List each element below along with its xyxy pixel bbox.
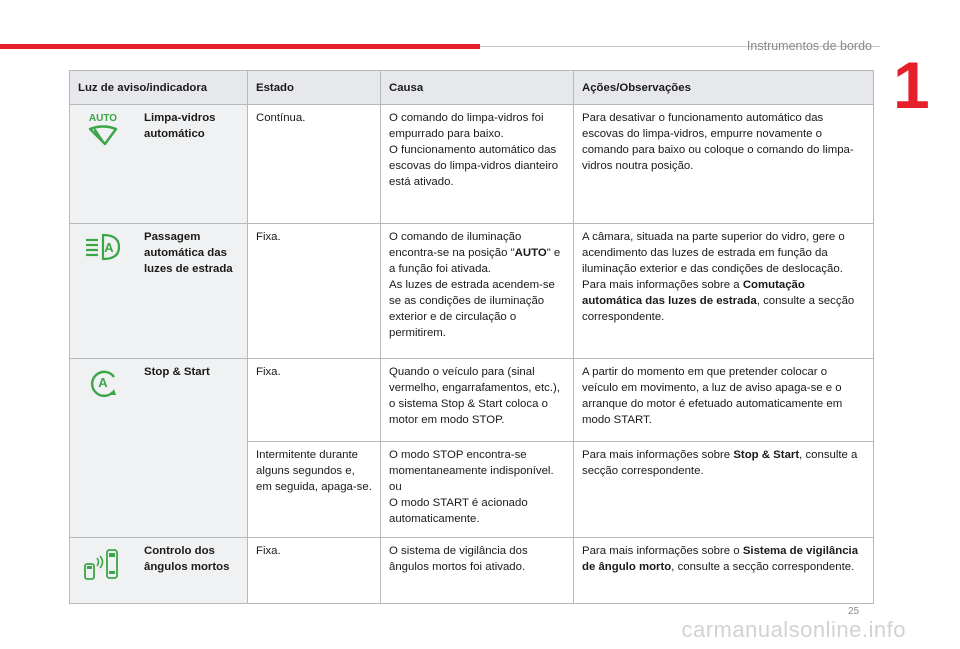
cause-cell: O sistema de vigilância dos ângulos mortos foi ativado.: [381, 538, 574, 604]
icon-cell: [70, 538, 137, 604]
action-text: A câmara, situada na parte superior do vidro, gere o acendimento das luzes de estrada em função da iluminação exterior e das condições de deslocação. Para mais informações sobre a: [582, 231, 845, 291]
chapter-number: 1: [893, 48, 930, 122]
state-cell: Fixa.: [248, 224, 381, 359]
state-cell: Intermitente durante alguns segundos e, em seguida, apaga-se.: [248, 442, 381, 538]
action-bold: Sistema de vigilância de ângulo morto: [582, 545, 859, 573]
action-text: , consulte a secção correspondente.: [582, 449, 858, 477]
cause-cell: [381, 442, 574, 538]
warning-lights-table: [69, 70, 874, 604]
action-text: Para mais informações sobre o: [582, 545, 743, 557]
cause-text: O modo STOP encontra-se momentaneamente indisponível. ou O modo START é acionado automaticamente.: [389, 449, 554, 525]
indicator-name: Limpa-vidros automático: [136, 105, 248, 224]
header-indicator: Luz de aviso/indicadora: [70, 71, 248, 105]
icon-cell: [70, 224, 137, 359]
indicator-name: Passagem automática das luzes de estrada: [136, 224, 248, 359]
watermark: carmanualsonline.info: [681, 617, 906, 642]
cause-text: O comando do limpa-vidros foi empurrado para baixo. O funcionamento automático das escovas do limpa-vidros dianteiro está ativado.: [389, 112, 559, 188]
cause-text: O comando de iluminação encontra-se na posição ": [389, 231, 522, 259]
header-state: Estado: [248, 71, 381, 105]
state-cell: Fixa.: [248, 538, 381, 604]
cause-cell: [381, 105, 574, 224]
blind-spot-icon: [78, 544, 128, 589]
table-row: [70, 538, 874, 604]
action-text: Para mais informações sobre: [582, 449, 734, 461]
table-header-row: [70, 71, 874, 105]
table-row: [70, 105, 874, 224]
stop-start-a-label: A: [98, 375, 108, 390]
icon-cell: [70, 359, 137, 538]
auto-label: AUTO: [88, 113, 118, 124]
stop-start-icon: [78, 365, 128, 406]
auto-high-beam-icon: [78, 230, 128, 267]
action-bold: Comutação automática das luzes de estrada: [582, 279, 805, 307]
auto-a-label: A: [104, 240, 114, 255]
state-cell: Fixa.: [248, 359, 381, 442]
auto-wiper-icon: [78, 111, 128, 156]
header-actions: Ações/Observações: [574, 71, 874, 105]
indicator-name: Controlo dos ângulos mortos: [136, 538, 248, 604]
action-bold: Stop & Start: [733, 449, 800, 461]
indicator-name: Stop & Start: [136, 359, 248, 538]
action-cell: [574, 224, 874, 359]
state-cell: Contínua.: [248, 105, 381, 224]
cause-cell: Quando o veículo para (sinal vermelho, engarrafamentos, etc.), o sistema Stop & Start coloca o motor em modo STOP.: [381, 359, 574, 442]
action-cell: [574, 442, 874, 538]
header-red-bar: [0, 44, 480, 49]
action-cell: Para desativar o funcionamento automático das escovas do limpa-vidros, empurre novamente o comando para baixo ou coloque o comando do limpa-vidros noutra posição.: [574, 105, 874, 224]
cause-cell: [381, 224, 574, 359]
cause-text: " e a função foi ativada. As luzes de estrada acendem-se se as condições de iluminação exterior e de circulação o permitirem.: [389, 247, 561, 339]
action-cell: A partir do momento em que pretender colocar o veículo em movimento, a luz de aviso apaga-se e o arranque do motor é efetuado automaticamente em modo START.: [574, 359, 874, 442]
action-text: , consulte a secção correspondente.: [671, 561, 855, 573]
header-cause: Causa: [381, 71, 574, 105]
cause-bold: AUTO: [514, 247, 547, 259]
page-number: 25: [848, 606, 860, 617]
table-row: [70, 224, 874, 359]
section-title: Instrumentos de bordo: [746, 39, 872, 53]
icon-cell: [70, 105, 137, 224]
table-row: [70, 359, 874, 442]
action-text: , consulte a secção correspondente.: [582, 295, 855, 323]
action-cell: [574, 538, 874, 604]
